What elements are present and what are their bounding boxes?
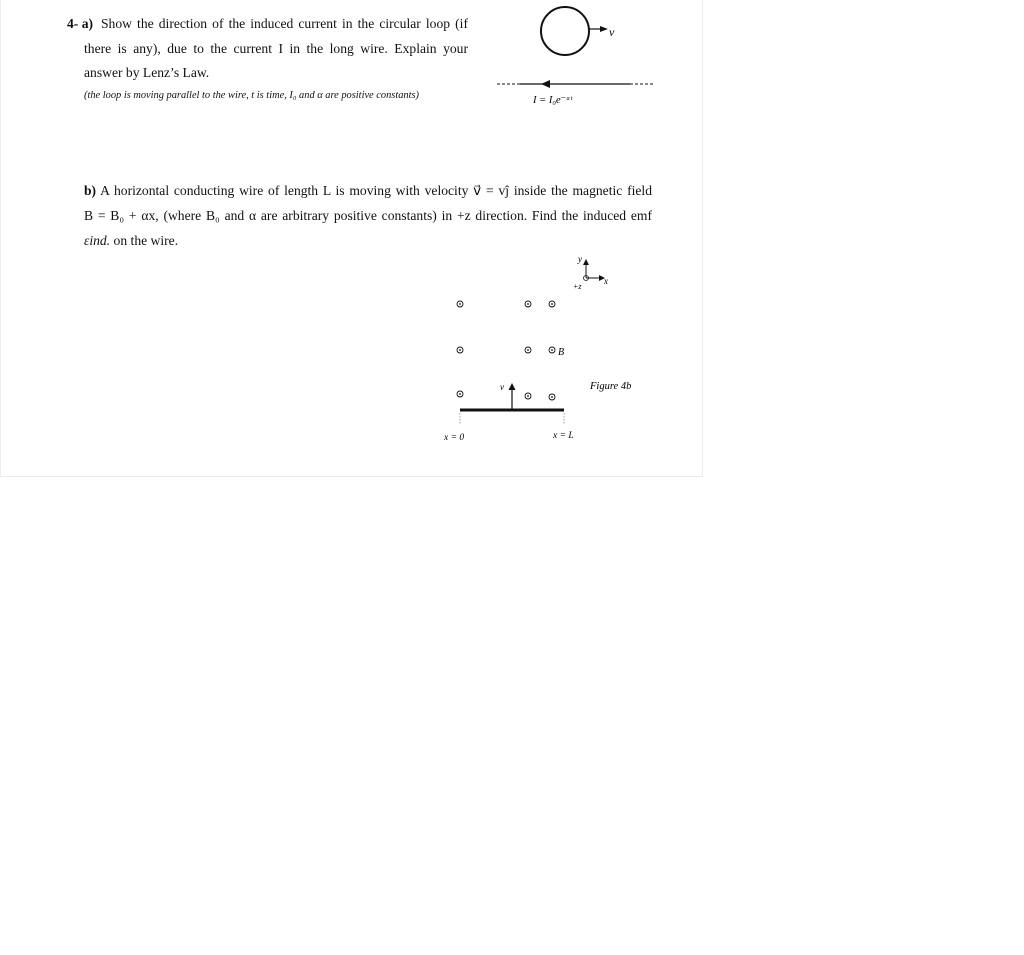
part-a-line-1: Show the direction of the induced current in the circular loop (if xyxy=(101,16,468,31)
current-arrow xyxy=(541,80,550,88)
part-b-line-3 xyxy=(84,233,178,249)
part-b-line-1 xyxy=(84,183,652,199)
x-axis-label: x xyxy=(604,276,608,286)
part-a-note: (the loop is moving parallel to the wire, t is time, I₀ and α are positive constants) xyxy=(84,90,419,101)
part-b-line-1-text: A horizontal conducting wire of length L is moving with velocity v⃗ = vĵ inside the magnetic field xyxy=(100,183,653,198)
part-a-line-3: answer by Lenz’s Law. xyxy=(84,65,210,80)
emf-symbol: εind. xyxy=(84,233,111,248)
b-field-label: B⃗ xyxy=(558,347,572,358)
y-axis-arrowhead xyxy=(583,259,589,265)
part-b-label: b) xyxy=(84,183,97,198)
x0-label: x = 0 xyxy=(444,433,465,443)
velocity-label: v⃗ xyxy=(609,25,624,39)
xL-label: x = L xyxy=(553,431,574,441)
question-number: 4- a) xyxy=(67,16,94,31)
wire-velocity-label: v⃗ xyxy=(500,382,511,392)
figure-caption: Figure 4b xyxy=(590,381,632,392)
page-edge xyxy=(0,0,1,477)
part-b-line-2: B = B₀ + αx, (where B₀ and α are arbitrary positive constants) in +z direction. Find the induced emf xyxy=(84,208,652,223)
part-b-line-3-text: on the wire. xyxy=(113,233,179,248)
part-a-label: a) xyxy=(81,16,94,31)
figure-b xyxy=(430,245,660,455)
figure-a xyxy=(490,0,670,112)
part-a-line-2: there is any), due to the current I in the long wire. Explain your xyxy=(84,41,468,56)
current-label: I = I₀e⁻ᵅᵗ xyxy=(533,95,573,106)
y-axis-label: y xyxy=(578,254,582,264)
velocity-arrowhead xyxy=(600,26,608,32)
z-axis-label: +z xyxy=(573,282,582,291)
circular-loop xyxy=(541,7,589,55)
